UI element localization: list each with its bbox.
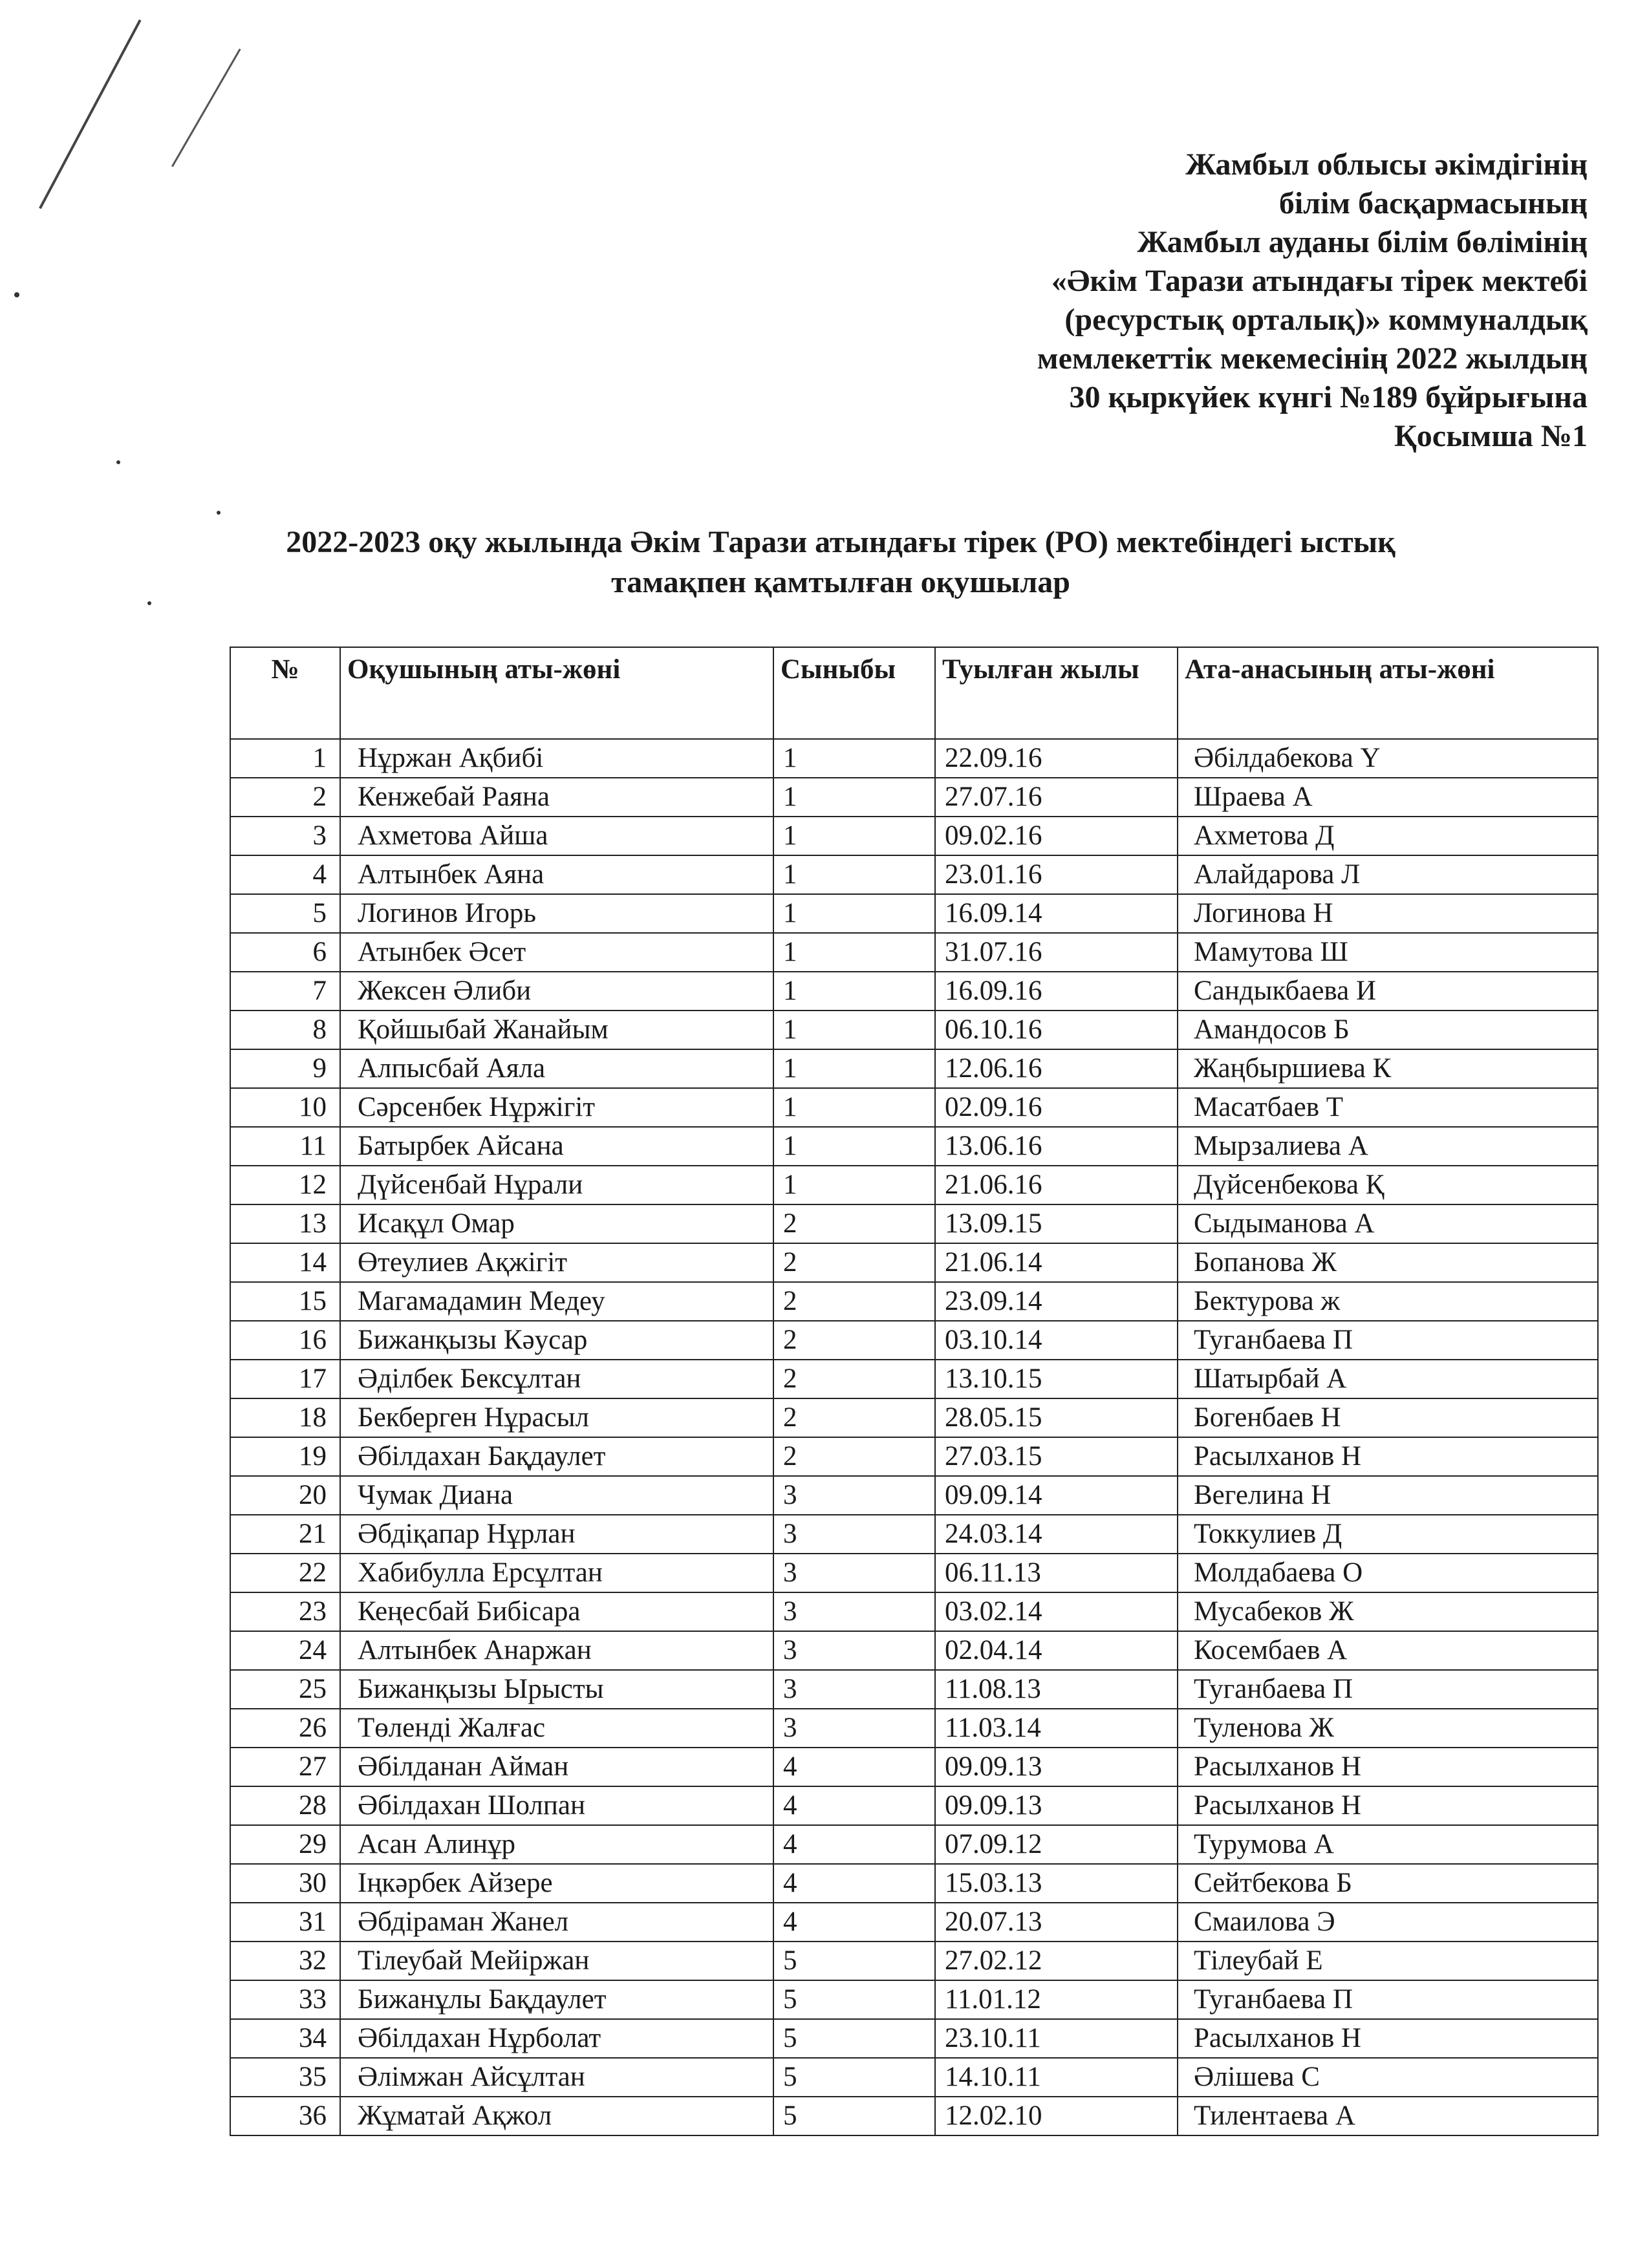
parent-name: Логинова Н [1178,894,1598,933]
parent-name: Токкулиев Д [1178,1515,1598,1554]
row-number: 26 [230,1709,340,1748]
student-birth-date: 15.03.13 [935,1864,1178,1903]
student-name: Әбілданан Айман [340,1748,773,1786]
student-grade: 1 [773,1127,935,1166]
row-number: 18 [230,1398,340,1437]
parent-name: Әбілдабекова Ү [1178,739,1598,778]
parent-name: Амандосов Б [1178,1011,1598,1049]
student-name: Исақұл Омар [340,1204,773,1243]
student-name: Қойшыбай Жанайым [340,1011,773,1049]
student-name: Кенжебай Раяна [340,778,773,817]
table-row [230,1088,1598,1127]
row-number: 34 [230,2019,340,2058]
parent-name: Туганбаева П [1178,1670,1598,1709]
student-grade: 2 [773,1204,935,1243]
student-name: Бижанұлы Бақдаулет [340,1980,773,2019]
student-birth-date: 22.09.16 [935,739,1178,778]
parent-name: Туганбаева П [1178,1980,1598,2019]
student-birth-date: 07.09.12 [935,1825,1178,1864]
document-header [747,145,1588,456]
student-grade: 1 [773,1088,935,1127]
row-number: 30 [230,1864,340,1903]
student-grade: 4 [773,1825,935,1864]
student-name: Сәрсенбек Нұржігіт [340,1088,773,1127]
student-grade: 5 [773,1980,935,2019]
row-number: 5 [230,894,340,933]
student-grade: 2 [773,1398,935,1437]
student-name: Атынбек Әсет [340,933,773,972]
row-number: 6 [230,933,340,972]
student-grade: 3 [773,1709,935,1748]
table-row [230,1903,1598,1942]
table-row [230,1204,1598,1243]
row-number: 10 [230,1088,340,1127]
row-number: 3 [230,817,340,855]
student-name: Төленді Жалғас [340,1709,773,1748]
table-row [230,1011,1598,1049]
student-grade: 1 [773,1049,935,1088]
student-grade: 1 [773,778,935,817]
student-birth-date: 06.10.16 [935,1011,1178,1049]
student-birth-date: 12.02.10 [935,2097,1178,2135]
student-grade: 1 [773,1011,935,1049]
student-birth-date: 27.03.15 [935,1437,1178,1476]
student-name: Нұржан Ақбибі [340,739,773,778]
student-birth-date: 23.01.16 [935,855,1178,894]
column-header-grade: Сыныбы [773,647,935,739]
student-birth-date: 28.05.15 [935,1398,1178,1437]
table-row [230,2019,1598,2058]
student-name: Ахметова Айша [340,817,773,855]
parent-name: Мамутова Ш [1178,933,1598,972]
student-birth-date: 31.07.16 [935,933,1178,972]
parent-name: Смаилова Э [1178,1903,1598,1942]
column-header-parent: Ата-анасының аты-жөні [1178,647,1598,739]
parent-name: Тилентаева А [1178,2097,1598,2135]
parent-name: Богенбаев Н [1178,1398,1598,1437]
student-grade: 5 [773,2058,935,2097]
row-number: 27 [230,1748,340,1786]
table-row [230,933,1598,972]
student-birth-date: 13.09.15 [935,1204,1178,1243]
student-name: Бижанқызы Ырысты [340,1670,773,1709]
header-line: білім басқармасының [1278,186,1588,220]
student-grade: 2 [773,1282,935,1321]
student-grade: 4 [773,1864,935,1903]
table-row [230,1398,1598,1437]
table-row [230,2058,1598,2097]
row-number: 16 [230,1321,340,1360]
scan-artifact-dot [217,511,221,515]
students-table [230,647,1599,2136]
document-title [194,522,1487,603]
row-number: 19 [230,1437,340,1476]
scan-artifact-dot [147,601,151,605]
parent-name: Молдабаева О [1178,1554,1598,1592]
student-name: Әбілдахан Нұрболат [340,2019,773,2058]
column-header-number: № [230,647,340,739]
student-birth-date: 24.03.14 [935,1515,1178,1554]
table-row [230,1049,1598,1088]
parent-name: Тілеубай Е [1178,1942,1598,1980]
student-name: Әбілдахан Шолпан [340,1786,773,1825]
table-row [230,894,1598,933]
parent-name: Туганбаева П [1178,1321,1598,1360]
student-name: Логинов Игорь [340,894,773,933]
parent-name: Ахметова Д [1178,817,1598,855]
table-row [230,1554,1598,1592]
parent-name: Сандыкбаева И [1178,972,1598,1011]
student-birth-date: 13.10.15 [935,1360,1178,1398]
student-grade: 1 [773,972,935,1011]
parent-name: Сейтбекова Б [1178,1864,1598,1903]
student-grade: 1 [773,739,935,778]
table-row [230,972,1598,1011]
student-grade: 1 [773,1166,935,1204]
student-birth-date: 20.07.13 [935,1903,1178,1942]
row-number: 15 [230,1282,340,1321]
parent-name: Дүйсенбекова Қ [1178,1166,1598,1204]
student-grade: 1 [773,855,935,894]
parent-name: Мусабеков Ж [1178,1592,1598,1631]
title-line-2: тамақпен қамтылған оқушылар [611,565,1070,599]
table-row [230,1127,1598,1166]
student-grade: 4 [773,1748,935,1786]
student-grade: 4 [773,1903,935,1942]
students-table-container [230,647,1597,2136]
row-number: 14 [230,1243,340,1282]
header-line: Жамбыл облысы әкімдігінің [1185,147,1588,182]
student-birth-date: 11.03.14 [935,1709,1178,1748]
row-number: 11 [230,1127,340,1166]
table-row [230,778,1598,817]
student-birth-date: 03.02.14 [935,1592,1178,1631]
parent-name: Бопанова Ж [1178,1243,1598,1282]
student-name: Бижанқызы Кәусар [340,1321,773,1360]
row-number: 25 [230,1670,340,1709]
table-row [230,1786,1598,1825]
row-number: 2 [230,778,340,817]
student-name: Магамадамин Медеу [340,1282,773,1321]
row-number: 21 [230,1515,340,1554]
student-name: Алтынбек Анаржан [340,1631,773,1670]
student-name: Әлімжан Айсұлтан [340,2058,773,2097]
student-name: Алпысбай Аяла [340,1049,773,1088]
student-grade: 2 [773,1360,935,1398]
header-line: мемлекеттік мекемесінің 2022 жылдың [1037,341,1588,376]
table-body [230,739,1598,2135]
table-row [230,1709,1598,1748]
student-name: Жұматай Ақжол [340,2097,773,2135]
student-name: Асан Алинұр [340,1825,773,1864]
row-number: 28 [230,1786,340,1825]
row-number: 23 [230,1592,340,1631]
student-grade: 2 [773,1437,935,1476]
row-number: 13 [230,1204,340,1243]
student-birth-date: 23.10.11 [935,2019,1178,2058]
row-number: 29 [230,1825,340,1864]
student-name: Өтеулиев Ақжігіт [340,1243,773,1282]
student-name: Әбілдахан Бақдаулет [340,1437,773,1476]
row-number: 12 [230,1166,340,1204]
row-number: 20 [230,1476,340,1515]
student-grade: 2 [773,1321,935,1360]
student-name: Чумак Диана [340,1476,773,1515]
parent-name: Мырзалиева А [1178,1127,1598,1166]
row-number: 7 [230,972,340,1011]
student-grade: 4 [773,1786,935,1825]
student-birth-date: 13.06.16 [935,1127,1178,1166]
student-grade: 2 [773,1243,935,1282]
parent-name: Шатырбай А [1178,1360,1598,1398]
scan-artifact-dot [14,292,19,297]
header-line: Жамбыл ауданы білім бөлімінің [1137,225,1588,259]
student-grade: 3 [773,1515,935,1554]
header-line: «Әкім Тарази атындағы тірек мектебі [1051,264,1588,298]
student-birth-date: 23.09.14 [935,1282,1178,1321]
student-birth-date: 14.10.11 [935,2058,1178,2097]
student-name: Жексен Әлиби [340,972,773,1011]
parent-name: Жаңбыршиева К [1178,1049,1598,1088]
student-name: Әбдіраман Жанел [340,1903,773,1942]
table-row [230,1437,1598,1476]
table-row [230,739,1598,778]
student-name: Хабибулла Ерсұлтан [340,1554,773,1592]
column-header-name: Оқушының аты-жөні [340,647,773,739]
table-row [230,1942,1598,1980]
row-number: 36 [230,2097,340,2135]
table-row [230,1166,1598,1204]
student-birth-date: 21.06.14 [935,1243,1178,1282]
row-number: 4 [230,855,340,894]
table-row [230,1321,1598,1360]
table-row [230,1515,1598,1554]
student-grade: 5 [773,1942,935,1980]
table-header-row [230,647,1598,739]
table-row [230,1243,1598,1282]
student-grade: 1 [773,933,935,972]
student-birth-date: 11.01.12 [935,1980,1178,2019]
title-line-1: 2022-2023 оқу жылында Әкім Тарази атындағы тірек (РО) мектебіндегі ыстық [286,525,1396,559]
student-grade: 3 [773,1670,935,1709]
parent-name: Расылханов Н [1178,1437,1598,1476]
student-grade: 3 [773,1592,935,1631]
table-row [230,1592,1598,1631]
student-grade: 3 [773,1554,935,1592]
student-birth-date: 09.09.13 [935,1748,1178,1786]
student-name: Әділбек Бексұлтан [340,1360,773,1398]
parent-name: Расылханов Н [1178,2019,1598,2058]
table-row [230,1670,1598,1709]
student-birth-date: 02.04.14 [935,1631,1178,1670]
student-name: Кеңесбай Бибісара [340,1592,773,1631]
parent-name: Расылханов Н [1178,1786,1598,1825]
header-line: Қосымша №1 [1394,419,1588,453]
table-row [230,1864,1598,1903]
table-row [230,1980,1598,2019]
student-grade: 5 [773,2019,935,2058]
student-grade: 1 [773,817,935,855]
header-line: 30 қыркүйек күнгі №189 бұйрығына [1069,380,1588,414]
row-number: 1 [230,739,340,778]
row-number: 31 [230,1903,340,1942]
student-grade: 3 [773,1631,935,1670]
student-birth-date: 02.09.16 [935,1088,1178,1127]
scan-artifact-line [39,19,141,209]
student-birth-date: 09.02.16 [935,817,1178,855]
row-number: 9 [230,1049,340,1088]
student-name: Іңкәрбек Айзере [340,1864,773,1903]
table-row [230,1476,1598,1515]
student-grade: 5 [773,2097,935,2135]
student-birth-date: 16.09.16 [935,972,1178,1011]
student-name: Батырбек Айсана [340,1127,773,1166]
parent-name: Турумова А [1178,1825,1598,1864]
header-line: (ресурстық орталық)» коммуналдық [1064,303,1588,337]
parent-name: Шраева А [1178,778,1598,817]
student-birth-date: 06.11.13 [935,1554,1178,1592]
table-row [230,855,1598,894]
student-name: Бекберген Нұрасыл [340,1398,773,1437]
student-birth-date: 16.09.14 [935,894,1178,933]
row-number: 22 [230,1554,340,1592]
student-birth-date: 09.09.13 [935,1786,1178,1825]
column-header-birth-date: Туылған жылы [935,647,1178,739]
student-name: Әбдіқапар Нұрлан [340,1515,773,1554]
parent-name: Расылханов Н [1178,1748,1598,1786]
scan-artifact-line [171,48,241,167]
table-row [230,817,1598,855]
student-birth-date: 12.06.16 [935,1049,1178,1088]
row-number: 33 [230,1980,340,2019]
student-birth-date: 09.09.14 [935,1476,1178,1515]
table-row [230,1825,1598,1864]
parent-name: Туленова Ж [1178,1709,1598,1748]
table-row [230,1282,1598,1321]
parent-name: Әлішева С [1178,2058,1598,2097]
student-birth-date: 03.10.14 [935,1321,1178,1360]
table-row [230,1631,1598,1670]
student-birth-date: 27.07.16 [935,778,1178,817]
student-name: Дүйсенбай Нұрали [340,1166,773,1204]
student-name: Алтынбек Аяна [340,855,773,894]
scan-artifact-dot [116,460,120,464]
parent-name: Вегелина Н [1178,1476,1598,1515]
row-number: 35 [230,2058,340,2097]
student-grade: 3 [773,1476,935,1515]
parent-name: Масатбаев Т [1178,1088,1598,1127]
parent-name: Алайдарова Л [1178,855,1598,894]
student-birth-date: 27.02.12 [935,1942,1178,1980]
row-number: 8 [230,1011,340,1049]
student-name: Тілеубай Мейіржан [340,1942,773,1980]
table-row [230,1748,1598,1786]
student-birth-date: 21.06.16 [935,1166,1178,1204]
table-row [230,2097,1598,2135]
row-number: 17 [230,1360,340,1398]
parent-name: Бектурова ж [1178,1282,1598,1321]
student-grade: 1 [773,894,935,933]
row-number: 32 [230,1942,340,1980]
parent-name: Сыдыманова А [1178,1204,1598,1243]
row-number: 24 [230,1631,340,1670]
parent-name: Косембаев А [1178,1631,1598,1670]
student-birth-date: 11.08.13 [935,1670,1178,1709]
table-row [230,1360,1598,1398]
